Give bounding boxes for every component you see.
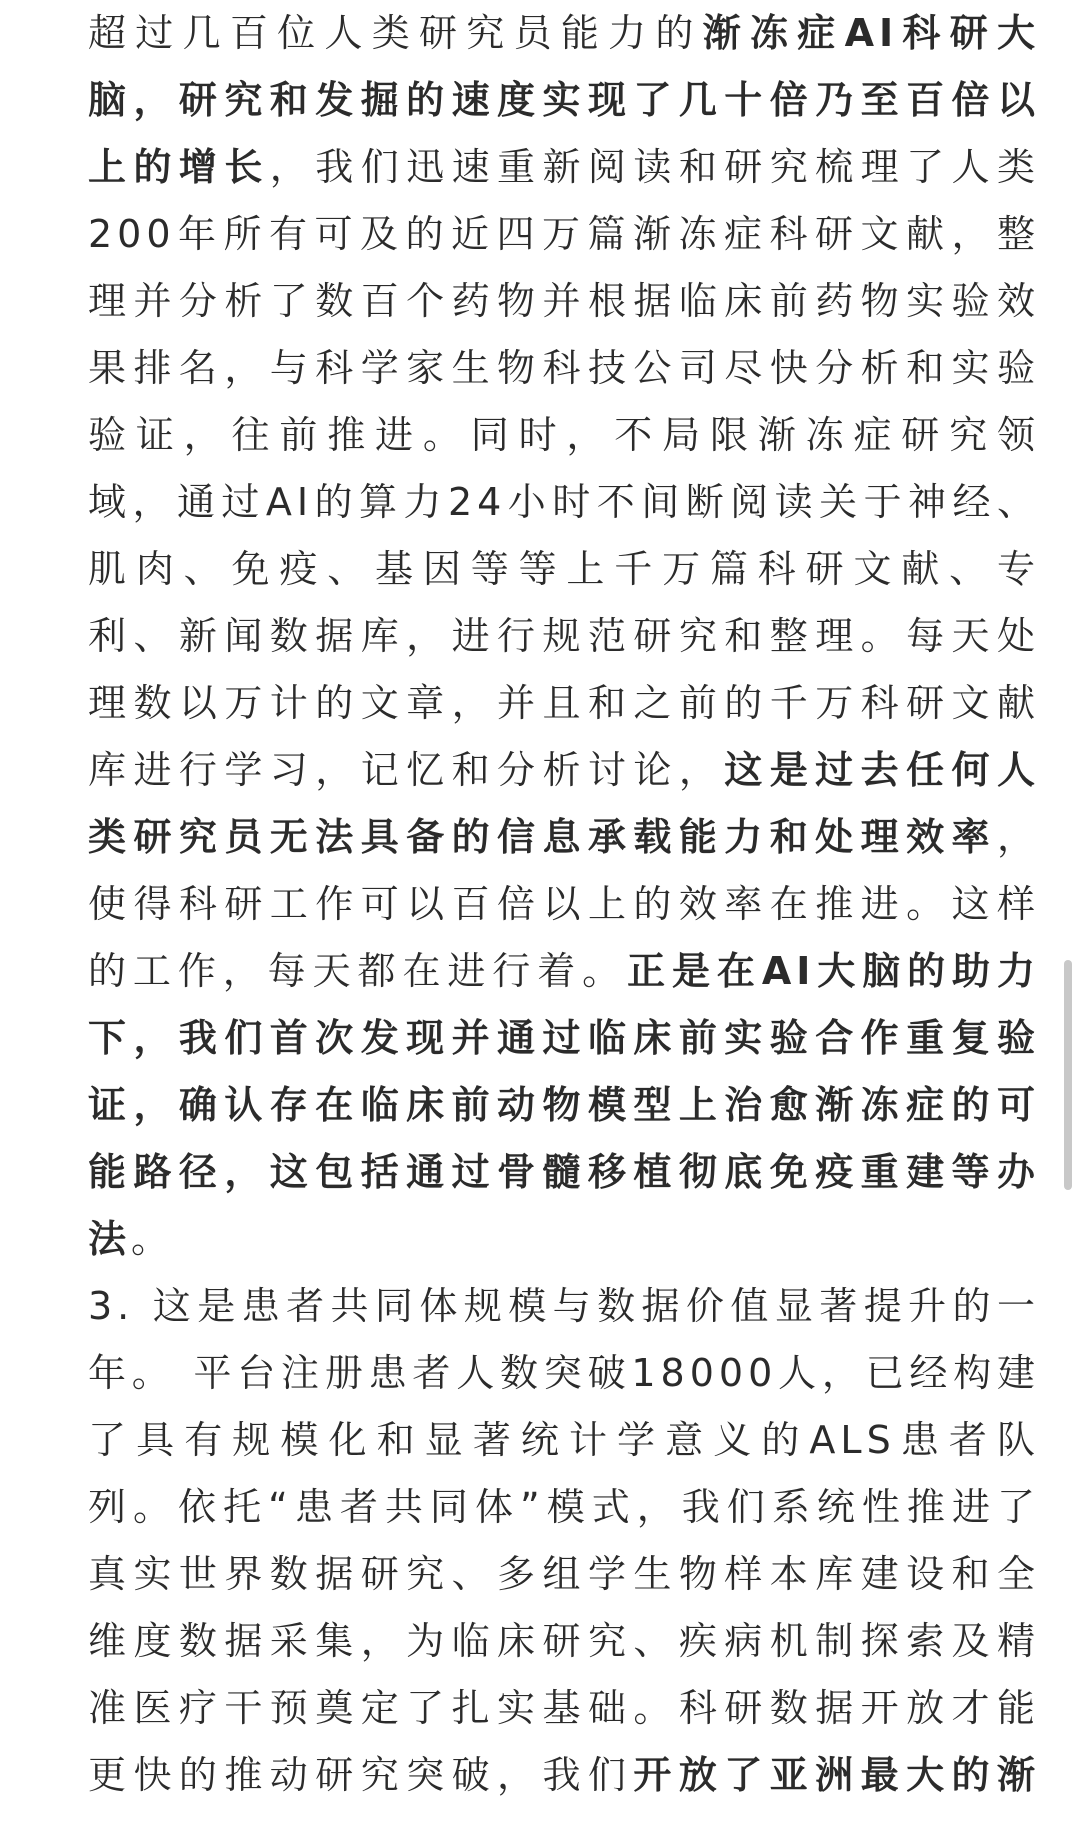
article-line <box>88 1675 1040 1742</box>
body-text: 理数以万计的文章，并且和之前的千万科研文献 <box>88 681 1040 725</box>
article-line <box>88 1742 1040 1809</box>
article-line <box>88 1608 1040 1675</box>
article-body <box>88 0 1040 1809</box>
article-line <box>88 469 1040 536</box>
body-text: 了具有规模化和显著统计学意义的ALS患者队 <box>88 1418 1040 1462</box>
body-text: 更快的推动研究突破，我们 <box>88 1753 634 1797</box>
article-line <box>88 335 1040 402</box>
body-text: 3. 这是患者共同体规模与数据价值显著提升的一 <box>88 1284 1040 1328</box>
bold-text: 能路径，这包括通过骨髓移植彻底免疫重建等办 <box>88 1150 1040 1194</box>
article-line <box>88 1541 1040 1608</box>
article-line <box>88 1407 1040 1474</box>
bold-text: 法 <box>88 1217 132 1261</box>
article-line <box>88 201 1040 268</box>
article-line <box>88 0 1040 67</box>
bold-text: 下，我们首次发现并通过临床前实验合作重复验 <box>88 1016 1040 1060</box>
body-text: 利、新闻数据库，进行规范研究和整理。每天处 <box>88 614 1040 658</box>
article-line <box>88 67 1040 134</box>
bold-text: 脑，研究和发掘的速度实现了几十倍乃至百倍以 <box>88 78 1040 122</box>
body-text: 验证，往前推进。同时，不局限渐冻症研究领 <box>88 413 1040 457</box>
body-text: 维度数据采集，为临床研究、疾病机制探索及精 <box>88 1619 1040 1663</box>
body-text: 使得科研工作可以百倍以上的效率在推进。这样 <box>88 882 1040 926</box>
body-text: 。 <box>131 1217 175 1261</box>
article-line <box>88 1072 1040 1139</box>
article-line <box>88 1206 1040 1273</box>
article-line <box>88 1273 1040 1340</box>
body-text: ，我们迅速重新阅读和研究梳理了人类 <box>269 145 1040 189</box>
bold-text: 证，确认存在临床前动物模型上治愈渐冻症的可 <box>88 1083 1040 1127</box>
body-text: 的工作，每天都在进行着。 <box>88 949 628 993</box>
bold-text: 渐冻症AI科研大 <box>702 11 1040 55</box>
body-text: 超过几百位人类研究员能力的 <box>88 11 703 55</box>
article-line <box>88 737 1040 804</box>
article-line <box>88 402 1040 469</box>
scrollbar-thumb[interactable] <box>1064 960 1072 1190</box>
article-line <box>88 134 1040 201</box>
article-line <box>88 1139 1040 1206</box>
body-text: 库进行学习，记忆和分析讨论， <box>88 748 725 792</box>
article-line <box>88 670 1040 737</box>
body-text: 域，通过AI的算力24小时不间断阅读关于神经、 <box>88 480 1040 524</box>
bold-text: 开放了亚洲最大的渐 <box>633 1753 1040 1797</box>
article-line <box>88 603 1040 670</box>
article-line <box>88 938 1040 1005</box>
body-text: 200年所有可及的近四万篇渐冻症科研文献，整 <box>88 212 1040 256</box>
article-line <box>88 871 1040 938</box>
article-line <box>88 1340 1040 1407</box>
body-text: 肌肉、免疫、基因等等上千万篇科研文献、专 <box>88 547 1040 591</box>
article-line <box>88 1005 1040 1072</box>
bold-text: 正是在AI大脑的助力 <box>627 949 1040 993</box>
body-text: 果排名，与科学家生物科技公司尽快分析和实验 <box>88 346 1040 390</box>
body-text: 理并分析了数百个药物并根据临床前药物实验效 <box>88 279 1040 323</box>
body-text: ， <box>996 815 1040 859</box>
bold-text: 上的增长 <box>88 145 270 189</box>
bold-text: 这是过去任何人 <box>724 748 1040 792</box>
body-text: 准医疗干预奠定了扎实基础。科研数据开放才能 <box>88 1686 1040 1730</box>
body-text: 真实世界数据研究、多组学生物样本库建设和全 <box>88 1552 1040 1596</box>
article-line <box>88 536 1040 603</box>
body-text: 年。 平台注册患者人数突破18000人，已经构建 <box>88 1351 1040 1395</box>
article-line <box>88 268 1040 335</box>
article-line <box>88 804 1040 871</box>
bold-text: 类研究员无法具备的信息承载能力和处理效率 <box>88 815 997 859</box>
body-text: 列。依托“患者共同体”模式，我们系统性推进了 <box>88 1485 1040 1529</box>
article-line <box>88 1474 1040 1541</box>
